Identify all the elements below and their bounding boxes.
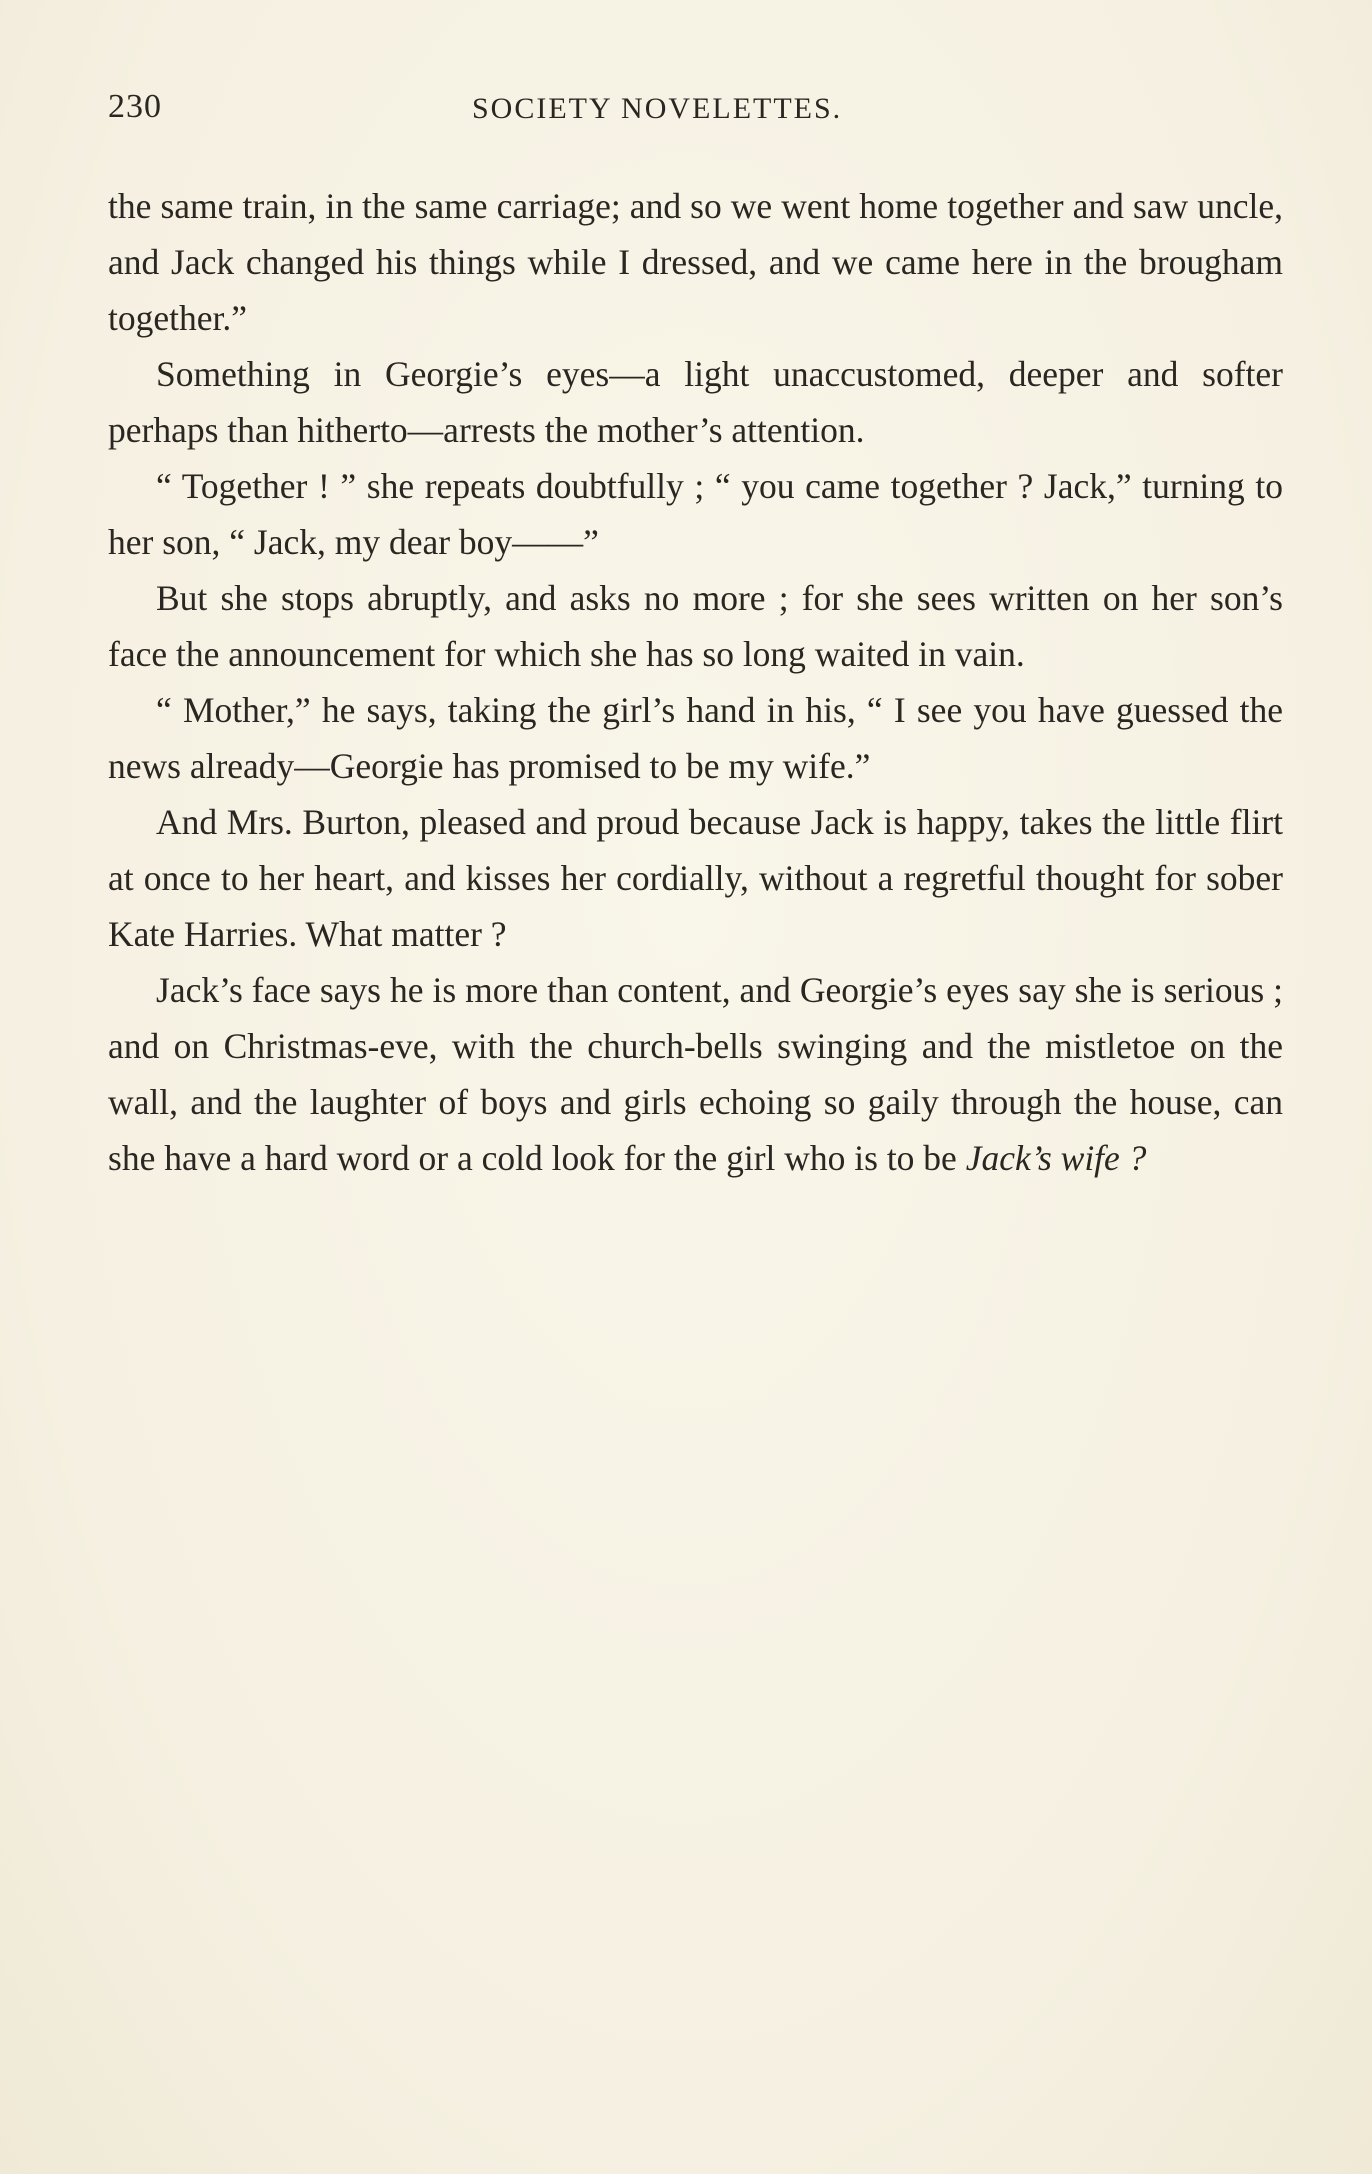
italic-phrase: Jack’s wife ? (965, 1138, 1147, 1178)
paragraph: the same train, in the same carriage; and so we went home together and saw uncle, and Jack changed his things while I dressed, and we came here in the brougham together.” (108, 186, 1283, 338)
paragraph-text: Jack’s face says he is more than content, and Georgie’s eyes say she is serious ; and on Christmas-eve, with the church-bells swinging and the mistletoe on the wall, and the laughter of boys and girls echoing so gaily through the house, can she have a hard word or a cold look for the girl who is to be (108, 970, 1283, 1178)
paragraph: “ Mother,” he says, taking the girl’s hand in his, “ I see you have guessed the news already—Georgie has promised to be my wife.” (108, 690, 1283, 786)
running-head (108, 88, 1278, 132)
paragraph: And Mrs. Burton, pleased and proud because Jack is happy, takes the little flirt at once to her heart, and kisses her cordially, without a regretful thought for sober Kate Harries. What matter ? (108, 802, 1283, 954)
paragraph: Something in Georgie’s eyes—a light unaccustomed, deeper and softer perhaps than hitherto—arrests the mother’s attention. (108, 354, 1283, 450)
running-title: SOCIETY NOVELETTES. (472, 92, 843, 125)
paragraph: “ Together ! ” she repeats doubtfully ; “ you came together ? Jack,” turning to her son, “ Jack, my dear boy——” (108, 466, 1283, 562)
paragraph: But she stops abruptly, and asks no more ; for she sees written on her son’s face the announcement for which she has so long waited in vain. (108, 578, 1283, 674)
body-text (108, 178, 1283, 1186)
page-number: 230 (108, 88, 162, 125)
final-paragraph (108, 962, 1283, 1186)
